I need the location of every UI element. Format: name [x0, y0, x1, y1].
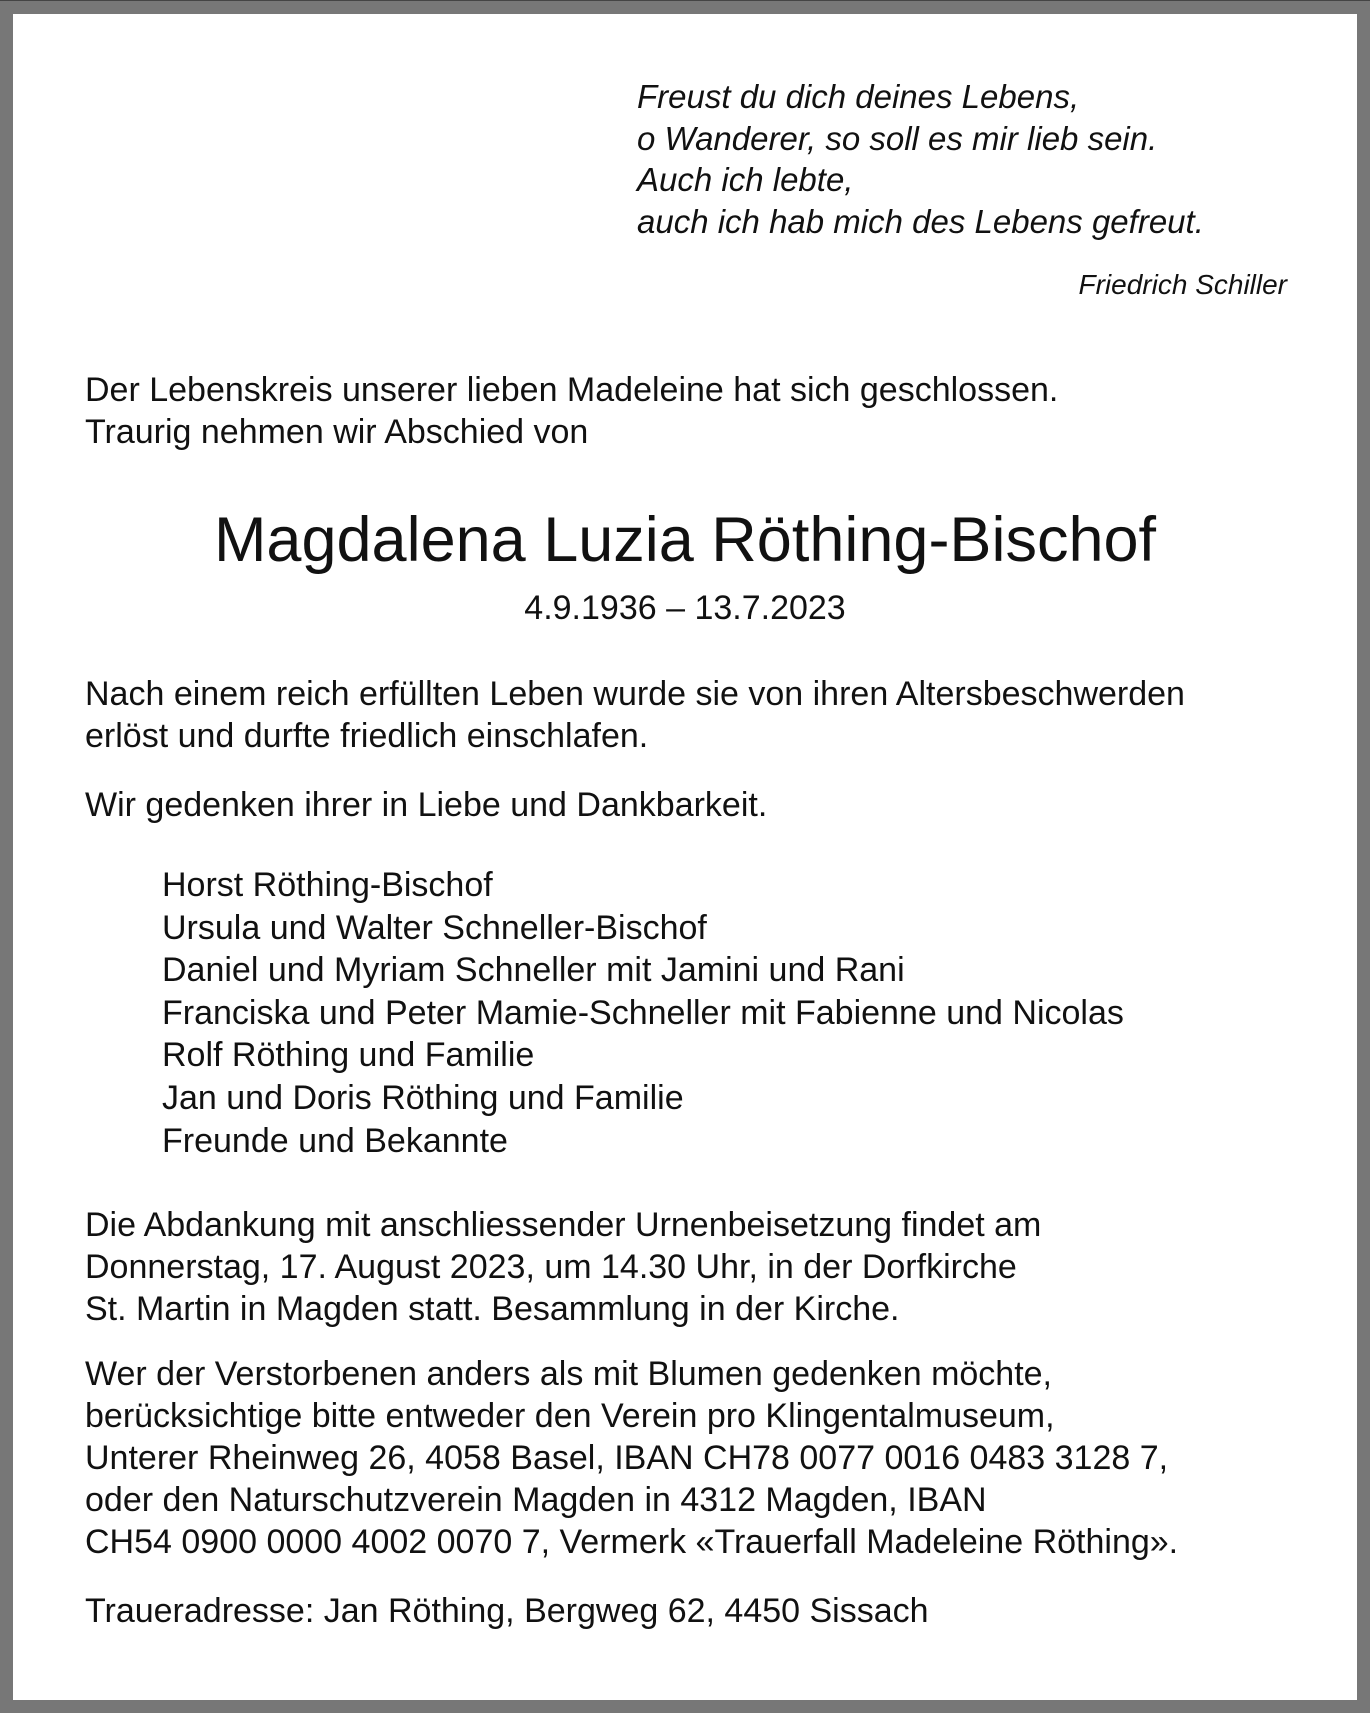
- mourner: Horst Röthing-Bischof: [162, 866, 493, 904]
- text-line: Donnerstag, 17. August 2023, um 14.30 Uhr, in der Dorfkirche: [85, 1248, 1017, 1286]
- text-line: Traurig nehmen wir Abschied von: [85, 413, 589, 451]
- donation-info: [85, 1353, 1178, 1563]
- text-line: CH54 0900 0000 4002 0070 7, Vermerk «Trauerfall Madeleine Röthing».: [85, 1523, 1179, 1561]
- life-dates: 4.9.1936 – 13.7.2023: [524, 589, 846, 627]
- mourner: Jan und Doris Röthing und Familie: [162, 1078, 684, 1117]
- deceased-name: Magdalena Luzia Röthing-Bischof: [213, 505, 1157, 575]
- mourner: Rolf Röthing und Familie: [162, 1036, 535, 1075]
- text-line: oder den Naturschutzverein Magden in 4312 Magden, IBAN: [85, 1481, 987, 1519]
- text-line: Die Abdankung mit anschliessender Urnenbeisetzung findet am: [85, 1206, 1042, 1244]
- text-line: Wir gedenken ihrer in Liebe und Dankbarkeit.: [85, 786, 768, 824]
- text-line: Wer der Verstorbenen anders als mit Blumen gedenken möchte,: [85, 1355, 1053, 1393]
- quote-line: o Wanderer, so soll es mir lieb sein.: [637, 119, 1158, 157]
- text-line: Nach einem reich erfüllten Leben wurde sie von ihren Altersbeschwerden: [85, 675, 1185, 713]
- quote-line: Auch ich lebte,: [637, 161, 854, 198]
- ceremony-info: [85, 1204, 1041, 1330]
- quote-author: Friedrich Schiller: [1078, 269, 1287, 300]
- mourner: Franciska und Peter Mamie-Schneller mit Fabienne und Nicolas: [162, 993, 1124, 1032]
- mourner: Ursula und Walter Schneller-Bischof: [162, 908, 707, 947]
- quote-line: Freust du dich deines Lebens,: [637, 78, 1080, 115]
- text-line: Der Lebenskreis unserer lieben Madeleine hat sich geschlossen.: [85, 371, 1059, 409]
- paragraph-life: [85, 673, 1185, 757]
- text-line: Traueradresse: Jan Röthing, Bergweg 62, 4450 Sissach: [85, 1592, 929, 1630]
- intro-text: [85, 369, 1058, 453]
- mourning-address: [85, 1590, 929, 1632]
- mourner: Daniel und Myriam Schneller mit Jamini und Rani: [162, 951, 905, 990]
- paragraph-remembrance: [85, 784, 767, 826]
- obituary-page: [13, 14, 1357, 1700]
- text-line: Unterer Rheinweg 26, 4058 Basel, IBAN CH78 0077 0016 0483 3128 7,: [85, 1439, 1169, 1477]
- text-line: St. Martin in Magden statt. Besammlung in der Kirche.: [85, 1290, 900, 1328]
- window-edge: [0, 0, 1370, 1]
- quote-line: auch ich hab mich des Lebens gefreut.: [637, 202, 1204, 240]
- text-line: erlöst und durfte friedlich einschlafen.: [85, 717, 649, 755]
- quote: [637, 76, 1204, 242]
- mourners-list: [162, 864, 1124, 1162]
- text-line: berücksichtige bitte entweder den Verein pro Klingentalmuseum,: [85, 1397, 1055, 1435]
- mourner: Freunde und Bekannte: [162, 1121, 508, 1160]
